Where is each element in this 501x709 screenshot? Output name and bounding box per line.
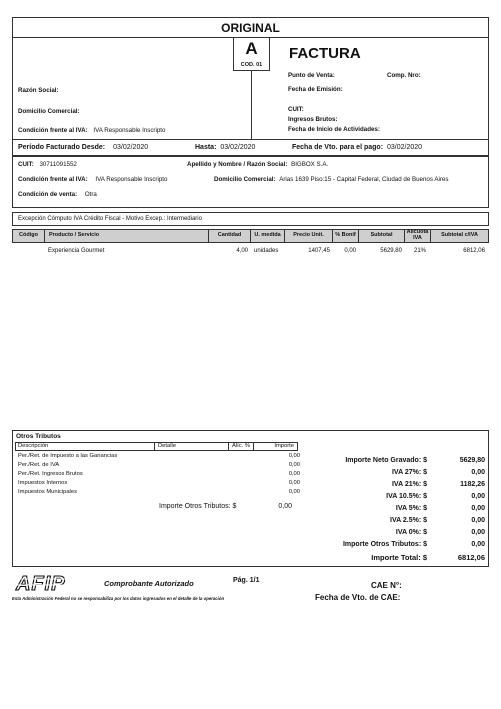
- total-label: IVA 21%: $: [391, 481, 427, 488]
- ot-importe: 0,00: [288, 462, 300, 468]
- row-umedida: unidades: [254, 248, 279, 254]
- ot-col-alic-label: Alíc. %: [231, 443, 251, 449]
- items-table-header: [12, 229, 489, 243]
- ot-desc: Per./Ret. Ingresos Brutos: [18, 471, 83, 477]
- client-venta-label: Condición de venta:: [18, 191, 78, 198]
- client-venta: [18, 191, 97, 198]
- comprobante-autorizado: Comprobante Autorizado: [104, 579, 194, 588]
- total-value: 0,00: [471, 517, 485, 524]
- col-subtotal: Subtotal: [359, 230, 405, 242]
- ot-col-importe: Importe: [274, 443, 294, 449]
- bottom-section: [12, 430, 489, 567]
- client-iva-value: IVA Responsable Inscripto: [95, 176, 168, 183]
- row-subtotal-iva: 6812,06: [463, 248, 485, 254]
- row-bonif: 0,00: [344, 248, 356, 254]
- total-iva-27: [315, 469, 485, 480]
- original-bar: [12, 17, 489, 38]
- total-label: Importe Otros Tributos: $: [342, 541, 427, 548]
- exception-note: Excepción Cómputo IVA Crédito Fiscal - Motivo Excep.: Intermediario: [18, 216, 202, 222]
- ot-col-alic: [228, 443, 254, 450]
- invoice-code: COD. 01: [240, 62, 263, 68]
- period-vto-value: 03/02/2020: [386, 144, 423, 151]
- total-value: 1182,26: [460, 481, 485, 488]
- total-iva-5: [315, 505, 485, 516]
- otros-tributos-importe-label: Importe Otros Tributos: $: [159, 503, 237, 510]
- total-value: 0,00: [471, 505, 485, 512]
- ot-desc: Per./Ret. de Impuesto a las Ganancias: [18, 453, 118, 459]
- col-subtotal-iva: Subtotal c/IVA: [441, 232, 478, 239]
- total-value: 0,00: [471, 541, 485, 548]
- period-hasta: [195, 144, 255, 151]
- ot-importe: 0,00: [288, 489, 300, 495]
- ot-importe: 0,00: [288, 453, 300, 459]
- col-codigo: Código: [13, 230, 45, 242]
- footer-disclaimer: Esta Administración Federal no se responsabiliza por los datos ingresados en el detalle de la operación: [12, 596, 225, 601]
- client-iva: [18, 176, 167, 183]
- otros-tributos-header: [15, 442, 298, 451]
- row-producto: Experiencia Gourmet: [48, 248, 105, 254]
- otros-tributos-importe-value: 0,00: [278, 503, 292, 510]
- total-label: IVA 10.5%: $: [386, 493, 427, 500]
- fecha-emision-label: Fecha de Emisión:: [288, 86, 343, 93]
- total-label: Importe Neto Gravado: $: [345, 457, 427, 464]
- razon-social-label: Razón Social:: [18, 87, 59, 94]
- period-hasta-value: 03/02/2020: [220, 144, 256, 151]
- exception-note-box: [12, 212, 489, 226]
- client-cuit-value: 30711091552: [39, 161, 77, 168]
- factura-title: FACTURA: [289, 45, 361, 62]
- client-block: [12, 156, 489, 208]
- client-cuit-label: CUIT:: [18, 161, 34, 168]
- total-label: IVA 2.5%: $: [390, 517, 427, 524]
- total-label: IVA 5%: $: [395, 505, 427, 512]
- period-desde: [18, 144, 148, 151]
- col-alicuota: Alícuota IVA: [405, 230, 431, 242]
- total-value: 5629,80: [459, 457, 485, 464]
- period-desde-label: Período Facturado Desde:: [18, 144, 106, 151]
- period-bar: [12, 139, 489, 156]
- total-label: Importe Total: $: [371, 553, 427, 562]
- afip-logo-icon: [14, 573, 86, 593]
- client-domicilio: [214, 176, 448, 183]
- ot-desc: Impuestos Municipales: [18, 489, 77, 495]
- total-iva-105: [315, 493, 485, 504]
- domicilio-label: Domicilio Comercial:: [18, 108, 80, 115]
- period-hasta-label: Hasta:: [195, 144, 217, 151]
- total-value: 0,00: [471, 529, 485, 536]
- total-iva-21: [315, 481, 485, 492]
- col-umedida: U. medida: [251, 230, 285, 242]
- otros-tributos-title: Otros Tributos: [16, 433, 61, 440]
- condicion-iva-label: Condición frente al IVA:: [18, 127, 88, 134]
- list-item: [15, 480, 300, 488]
- invoice-letter-box: [233, 37, 270, 71]
- ot-col-descripcion: Descripción: [18, 443, 49, 449]
- condicion-iva-value: IVA Responsable Inscripto: [93, 127, 166, 134]
- client-iva-label: Condición frente al IVA:: [18, 176, 88, 183]
- page-number: Pág. 1/1: [233, 577, 260, 584]
- client-venta-value: Otra: [84, 191, 97, 198]
- ot-desc: Per./Ret. de IVA: [18, 462, 60, 468]
- col-producto: Producto / Servicio: [45, 230, 209, 242]
- ot-col-detalle: [154, 443, 176, 450]
- period-desde-value: 03/02/2020: [113, 144, 149, 151]
- row-precio: 1407,45: [308, 248, 330, 254]
- period-vto: [292, 144, 422, 151]
- client-domicilio-value: Arias 1639 Piso:15 - Capital Federal, Ciudad de Buenos Aires: [279, 176, 449, 183]
- period-vto-label: Fecha de Vto. para el pago:: [292, 144, 384, 151]
- total-label: IVA 27%: $: [391, 469, 427, 476]
- col-precio: Precio Unit.: [285, 230, 333, 242]
- afip-logo-text: AFIP: [16, 573, 66, 593]
- ot-importe: 0,00: [288, 471, 300, 477]
- ot-desc: Impuestos Internos: [18, 480, 68, 486]
- client-nombre-label: Apellido y Nombre / Razón Social:: [187, 161, 288, 168]
- otros-tributos-rows: [15, 453, 298, 498]
- row-subtotal: 5629,80: [380, 248, 402, 254]
- total-value: 0,00: [471, 469, 485, 476]
- invoice-header: [12, 37, 489, 140]
- cae-vto: Fecha de Vto. de CAE:: [315, 593, 401, 602]
- total-iva-0: [315, 529, 485, 540]
- col-cantidad: Cantidad: [209, 230, 251, 242]
- client-domicilio-label: Domicilio Comercial:: [214, 176, 276, 183]
- list-item: [15, 471, 300, 479]
- total-neto: [315, 457, 485, 468]
- ot-col-detalle-label: Detalle: [158, 443, 177, 449]
- condicion-iva: [18, 127, 165, 134]
- ot-importe: 0,00: [288, 480, 300, 486]
- total-value: 6812,06: [457, 553, 485, 562]
- invoice-letter: A: [245, 39, 258, 58]
- total-label: IVA 0%: $: [395, 529, 427, 536]
- cuit-label: CUIT:: [288, 106, 304, 113]
- list-item: [15, 462, 300, 470]
- table-row: [12, 248, 489, 258]
- row-alicuota: 21%: [413, 248, 426, 254]
- comp-nro-label: Comp. Nro:: [387, 72, 421, 79]
- fecha-inicio-label: Fecha de Inicio de Actividades:: [288, 126, 380, 133]
- total-value: 0,00: [471, 493, 485, 500]
- client-nombre-value: BIGBOX S.A.: [291, 161, 329, 168]
- cae-number: CAE N°:: [371, 581, 402, 590]
- col-bonif: % Bonif: [333, 230, 359, 242]
- header-divider: [251, 70, 252, 140]
- list-item: [15, 453, 300, 461]
- ingresos-brutos-label: Ingresos Brutos:: [288, 116, 338, 123]
- afip-logo: [14, 573, 86, 593]
- punto-venta-label: Punto de Venta:: [288, 72, 335, 79]
- original-title: ORIGINAL: [221, 21, 280, 35]
- total-otros-tributos: [315, 541, 485, 552]
- list-item: [15, 489, 300, 497]
- row-cantidad: 4,00: [236, 248, 248, 254]
- total-importe: [315, 553, 485, 564]
- totals: [315, 457, 487, 567]
- otros-tributos-importe: [159, 503, 292, 510]
- client-cuit: [18, 161, 77, 168]
- total-iva-25: [315, 517, 485, 528]
- client-nombre: [187, 161, 328, 168]
